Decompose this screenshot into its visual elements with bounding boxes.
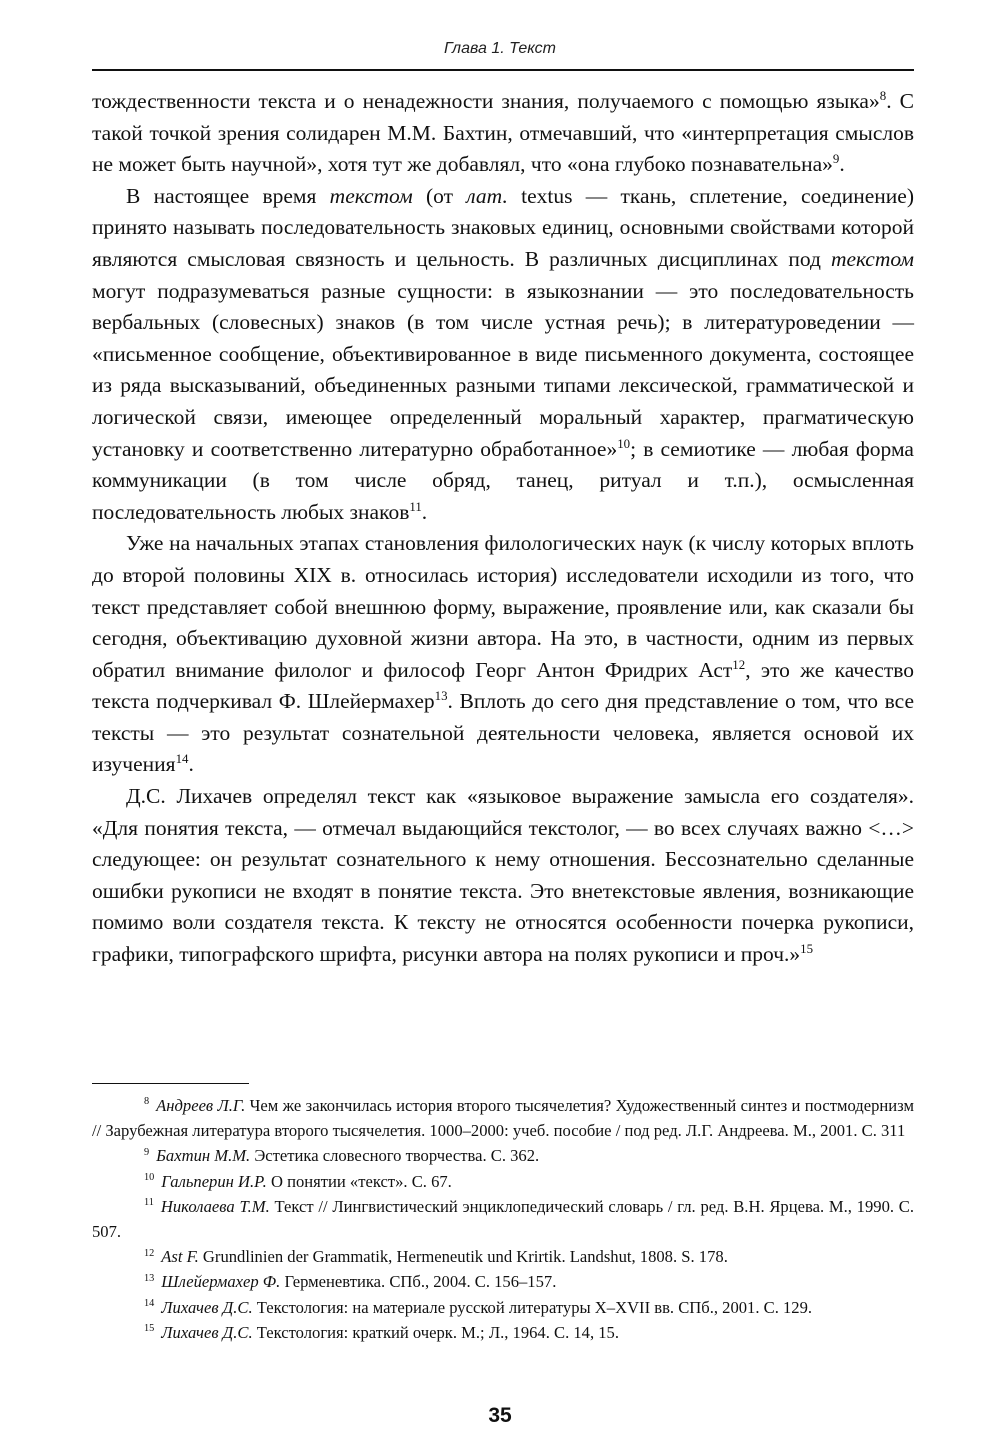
footnote-author: Бахтин М.М. [156,1146,251,1166]
p1-text-b: . С такой точкой зрения солидарен М.М. Бахтин, отмечавший, что «интерпретация смыслов не может быть научной», хотя тут же добавлял, что «она глубоко познавательна» [92,89,914,177]
footnotes [92,1093,914,1345]
footnote-number: 8 [144,1096,150,1108]
footnote-ref-10: 10 [617,436,631,451]
footnote-text: Чем же закончилась история второго тысячелетия? Художественный синтез и постмодернизм // Зарубежная литература второго тысячелетия. 1000–2000: учеб. пособие / под ред. Л.Г. Андреева. М., 2001. С. 311 [92,1096,914,1141]
footnote [92,1320,914,1345]
footnote-ref-12: 12 [732,657,746,672]
paragraph-4 [92,781,914,971]
footnote-author: Ast F. [161,1247,199,1267]
p1-text-c: . [839,152,845,177]
footnote-ref-15: 15 [800,941,814,956]
footnote-text: Эстетика словесного творчества. С. 362. [250,1146,540,1166]
footnote-number: 14 [144,1298,155,1310]
footnote-author: Лихачев Д.С. [161,1297,253,1317]
footnote [92,1295,914,1320]
footnote-number: 10 [144,1172,155,1184]
footnote [92,1169,914,1194]
footnote-ref-8: 8 [879,88,887,103]
p2-text-b: (от [412,183,467,208]
p3-text-a: Уже на начальных этапах становления филологических наук (к числу которых вплоть до второй половины XIX в. относилась история) исследователи исходили из того, что текст представляет собой внешнюю форму, выражение, проявление или, как сказали бы сегодня, объективацию духовной жизни автора. На это, в частности, одним из первых обратил внимание филолог и философ Георг Антон Фридрих Аст [92,531,914,682]
p2-term-2: текстом [830,246,914,271]
footnote-text: Текст // Лингвистический энциклопедический словарь / гл. ред. В.Н. Ярцева. М., 1990. С. 507. [92,1196,914,1242]
footnote-text: Текстология: на материале русской литературы X–XVII вв. СПб., 2001. С. 129. [252,1297,813,1317]
p2-text-f: . [421,499,428,524]
p3-text-b: , это же качество текста подчеркивал Ф. Шлейермахер [92,657,914,714]
p2-text-a: В настоящее время [126,183,330,208]
footnote [92,1194,914,1244]
footnote-author: Гальперин И.Р. [161,1171,267,1191]
p1-text-a: тождественности текста и о ненадежности знания, получаемого с помощью языка» [92,89,880,113]
footnote-ref-13: 13 [434,689,448,704]
footnote-text: Grundlinien der Grammatik, Hermeneutik und Krirtik. Landshut, 1808. S. 178. [198,1247,728,1267]
p2-term-1: текстом [329,183,413,208]
footnote-author: Лихачев Д.С. [161,1322,253,1342]
footnote-text: Текстология: краткий очерк. М.; Л., 1964. С. 14, 15. [252,1322,619,1342]
body-text [92,86,914,971]
p2-text-e: ; в семиотике — любая форма коммуникации (в том числе обряд, танец, ритуал и т.п.), осмысленная последовательность любых знаков [92,436,914,524]
page-number: 35 [488,1404,512,1427]
footnote-rule [92,1083,249,1084]
p3-text-d: . [188,752,194,777]
footnote-ref-11: 11 [409,499,422,514]
footnote-number: 9 [144,1146,150,1158]
p4-text-a: Д.С. Лихачев определял текст как «языковое выражение замысла его создателя». «Для понятия текста, — отмечал выдающийся текстолог, — во всех случаях важно <…> следующее: он результат сознательного к нему отношения. Бессознательно сделанные ошибки рукописи не входят в понятие текста. Это внетекстовые явления, возникающие помимо воли создателя текста. К тексту не относятся особенности почерка рукописи, графики, типографского шрифта, рисунки автора на полях рукописи и проч.» [92,784,914,967]
paragraph-1 [92,86,914,181]
footnote [92,1269,914,1294]
footnote-author: Шлейермахер Ф. [161,1272,281,1292]
p2-text-d: могут подразумеваться разные сущности: в языкознании — это последовательность вербальных (словесных) знаков (в том числе устная речь); в литературоведении — «письменное сообщение, объективированное в виде письменного документа, состоящее из ряда высказываний, объединенных разными типами лексической, грамматической и логической связи, имеющее определенный моральный характер, прагматическую установку и соответственно литературно обработанное» [92,278,914,461]
footnote-number: 12 [144,1247,155,1259]
p2-lat: лат. [466,183,508,208]
p2-text-c: textus — ткань, сплетение, соединение) принято называть последовательность знаковых единиц, основными свойствами которой являются смысловая связность и цельность. В различных дисциплинах под [92,183,915,271]
footnote [92,1143,914,1168]
footnote-text: О понятии «текст». С. 67. [266,1171,452,1191]
footnote [92,1093,914,1143]
footnote-ref-14: 14 [175,752,189,767]
footnote-author: Николаева Т.М. [160,1196,270,1216]
footnote-number: 11 [144,1197,154,1209]
footnote-number: 13 [144,1272,155,1284]
running-head: Глава 1. Текст [444,40,556,57]
header-rule [92,69,914,71]
footnote-number: 15 [144,1323,155,1335]
paragraph-3 [92,528,914,781]
footnote-ref-9: 9 [832,152,840,167]
footnote-text: Герменевтика. СПб., 2004. С. 156–157. [280,1272,557,1292]
footnote-author: Андреев Л.Г. [156,1096,246,1115]
paragraph-2 [92,181,914,529]
p3-text-c: . Вплоть до сего дня представление о том, что все тексты — это результат сознательной деятельности человека, является основой их изучения [92,689,914,777]
footnote [92,1244,914,1269]
